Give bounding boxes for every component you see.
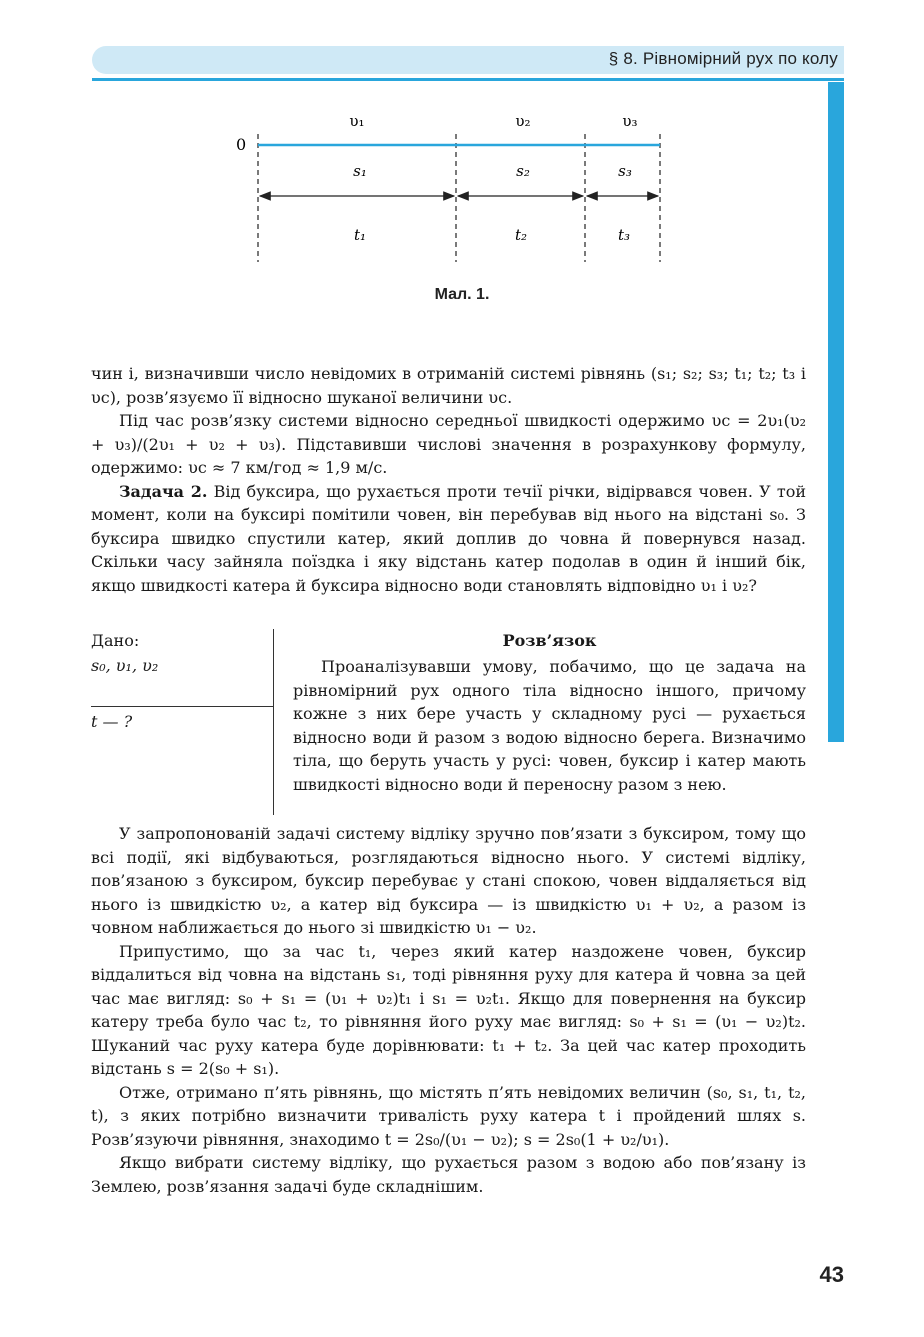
paragraph-5: Припустимо, що за час t₁, через який катер наздожене човен, буксир віддалиться від човна на відстань s₁, тоді рівняння руху для катера й човна за цей час має вигляд: s₀ + s₁ = (υ₁ + υ₂)t₁ і s₁ = υ₂t₁. Якщо для повернення на буксир катеру треба було час t₂, то рівняння його руху має вигляд: s₀ + s₁ = (υ₁ − υ₂)t₂. Шуканий час руху катера буде дорівнювати: t₁ + t₂. За цей час катер проходить відстань s = 2(s₀ + s₁). xyxy=(91,941,806,1078)
task-label: Задача 2. xyxy=(119,481,208,501)
solution-body: Проаналізувавши умову, побачимо, що це задача на рівномірний рух одного тіла відносно іншого, причому кожне з них бере участь у складному русі — рухається відносно води й разом з водою відносно берега. Визначимо тіла, що беруть участь у русі: човен, буксир і катер мають швидкості відносно води й переносну разом з нею. xyxy=(293,657,806,794)
paragraph-6: Отже, отримано п’ять рівнянь, що містять п’ять невідомих величин (s₀, s₁, t₁, t₂, t), з яких потрібно визначити тривалість руху катера t і пройдений шлях s. Розв’язуючи рівняння, знаходимо t = 2s₀/(υ₁ − υ₂); s = 2s₀(1 + υ₂/υ₁). xyxy=(91,1082,806,1149)
distance-label-2: s₂ xyxy=(516,162,530,180)
find-quantity: t — ? xyxy=(91,712,133,731)
figure-caption: Мал. 1. xyxy=(434,286,490,303)
given-divider xyxy=(91,706,274,707)
given-label: Дано: xyxy=(91,631,140,650)
figure-1-diagram xyxy=(0,0,924,320)
time-label-2: t₂ xyxy=(514,226,528,244)
speed-label-1: υ₁ xyxy=(349,112,365,130)
speed-label-3: υ₃ xyxy=(622,112,638,130)
paragraph-2: Під час розв’язку системи відносно середньої швидкості одержимо υс = 2υ₁(υ₂ + υ₃)/(2υ₁ + υ₂ + υ₃). Підставивши числові значення в розрахункову формулу, одержимо: υс ≈ 7 км/год ≈ 1,9 м/с. xyxy=(91,411,806,477)
given-variables: s₀, υ₁, υ₂ xyxy=(91,656,159,675)
paragraph-3 xyxy=(91,480,806,598)
paragraph-4: У запропонованій задачі систему відліку зручно пов’язати з буксиром, тому що всі події, які відбуваються, розглядаються відносно нього. У системі відліку, пов’язаною з буксиром, буксир перебуває у стані спокою, човен віддаляється від нього із швидкістю υ₂, а катер від буксира — із швидкістю υ₁ + υ₂, а разом із човном наближається до нього зі швидкістю υ₁ − υ₂. xyxy=(91,824,806,937)
paragraph-7: Якщо вибрати систему відліку, що рухається разом з водою або пов’язану із Землею, розв’язання задачі буде складнішим. xyxy=(91,1153,806,1196)
distance-label-1: s₁ xyxy=(353,162,367,180)
text-block-top xyxy=(91,362,806,597)
origin-label: 0 xyxy=(236,135,247,154)
distance-label-3: s₃ xyxy=(618,162,632,180)
task-text: Від буксира, що рухається проти течії річки, відірвався човен. У той момент, коли на буксирі помітили човен, він перебував від нього на відстані s₀. З буксира швидко спустили катер, який доплив до човна й повернувся назад. Скільки часу зайняла поїздка і яку відстань катер подолав в один й інший бік, якщо швидкості катера й буксира відносно води становлять відповідно υ₁ і υ₂? xyxy=(91,481,806,595)
section-title: § 8. Рівномірний рух по колу xyxy=(608,49,838,68)
solution-title: Розв’язок xyxy=(502,631,597,650)
time-label-3: t₃ xyxy=(617,226,631,244)
page-number: 43 xyxy=(819,1262,844,1287)
paragraph-1: чин і, визначивши число невідомих в отриманій системі рівнянь (s₁; s₂; s₃; t₁; t₂; t₃ і υс), розв’язуємо її відносно шуканої величини υс. xyxy=(91,364,806,407)
speed-label-2: υ₂ xyxy=(515,112,531,130)
text-block-bottom xyxy=(91,822,806,1198)
time-label-1: t₁ xyxy=(353,226,367,244)
